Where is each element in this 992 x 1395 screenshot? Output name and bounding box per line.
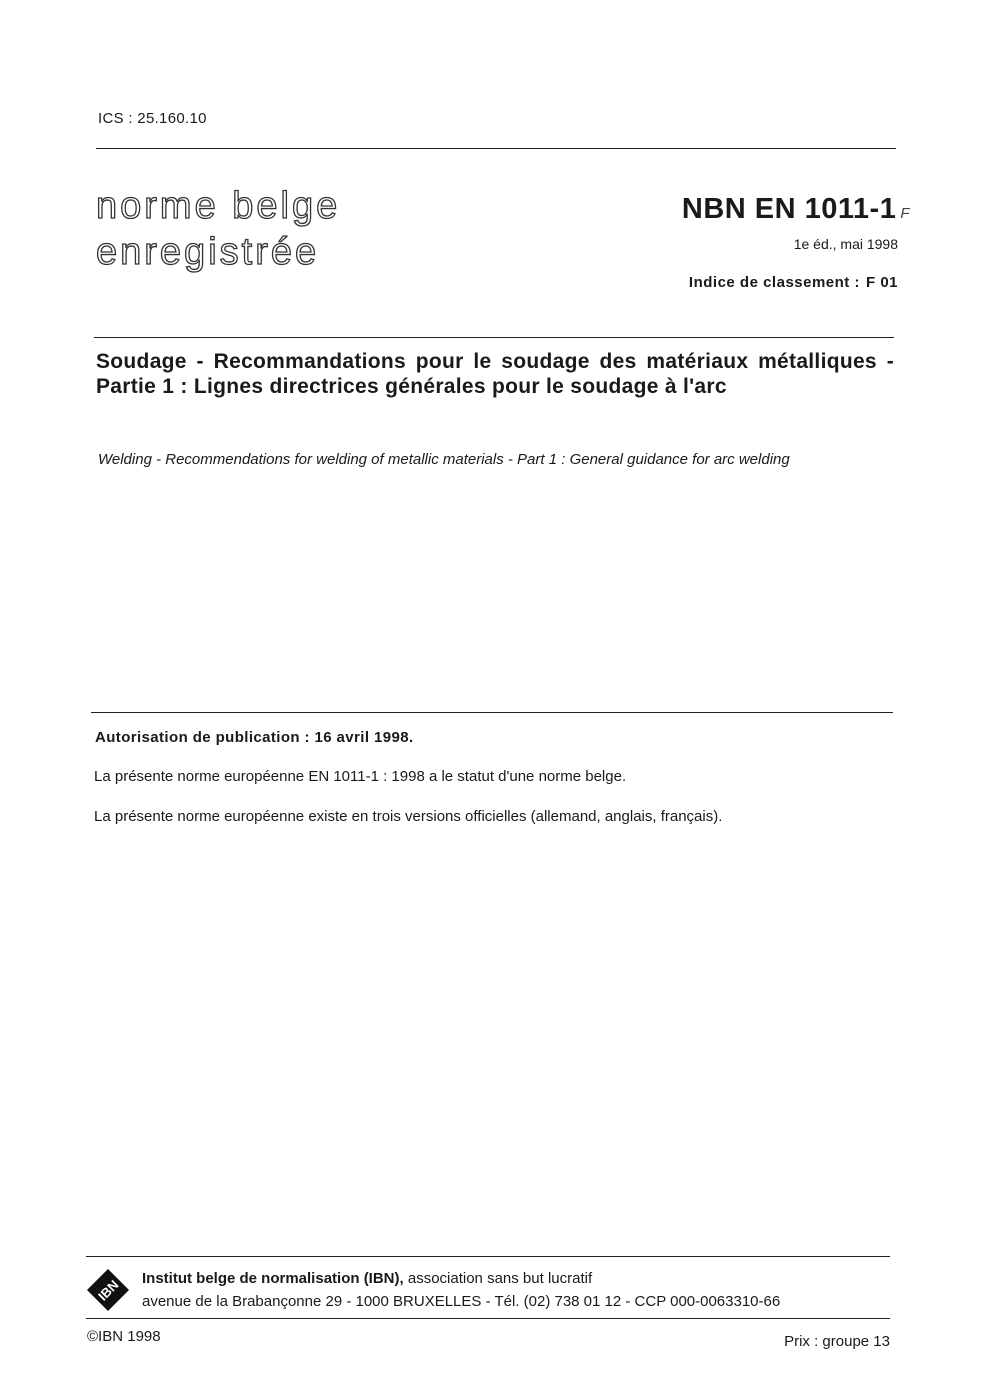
brand-line-1: norme belge — [96, 185, 341, 227]
institute-line — [142, 1270, 592, 1287]
classification-index — [689, 274, 898, 291]
brand-logotype — [96, 183, 340, 275]
classification-value: F 01 — [865, 274, 898, 291]
ibn-logo-text: IBN — [95, 1277, 122, 1304]
price-group: Prix : groupe 13 — [784, 1333, 890, 1350]
standard-number — [682, 193, 910, 226]
copyright: ©IBN 1998 — [87, 1328, 161, 1345]
footer-top-rule — [86, 1256, 890, 1257]
institute-address: avenue de la Brabançonne 29 - 1000 BRUXELLES - Tél. (02) 738 01 12 - CCP 000-0063310-66 — [142, 1293, 781, 1310]
title-french: Soudage - Recommandations pour le soudage des matériaux métalliques - Partie 1 : Lignes directrices générales pour le soudage à l'arc — [96, 350, 894, 398]
publication-authorization: Autorisation de publication : 16 avril 1998. — [95, 729, 414, 746]
institute-description: association sans but lucratif — [407, 1270, 593, 1287]
versions-paragraph: La présente norme européenne existe en trois versions officielles (allemand, anglais, français). — [94, 808, 723, 825]
header-rule — [96, 148, 896, 149]
title-top-rule — [94, 337, 894, 338]
institute-name: Institut belge de normalisation (IBN), — [142, 1270, 404, 1287]
footer-bottom-rule — [86, 1318, 890, 1319]
classification-label: Indice de classement : — [688, 274, 860, 291]
title-english: Welding - Recommendations for welding of metallic materials - Part 1 : General guidance for arc welding — [98, 451, 790, 468]
language-mark: F — [900, 205, 910, 222]
body-top-rule — [91, 712, 893, 713]
brand-line-2: enregistrée — [96, 231, 320, 273]
edition: 1e éd., mai 1998 — [793, 236, 898, 252]
ibn-logo-icon — [86, 1268, 130, 1312]
status-paragraph: La présente norme européenne EN 1011-1 : 1998 a le statut d'une norme belge. — [94, 768, 627, 785]
standard-number-text: NBN EN 1011-1 — [681, 193, 897, 225]
ics-code: ICS : 25.160.10 — [98, 110, 207, 127]
